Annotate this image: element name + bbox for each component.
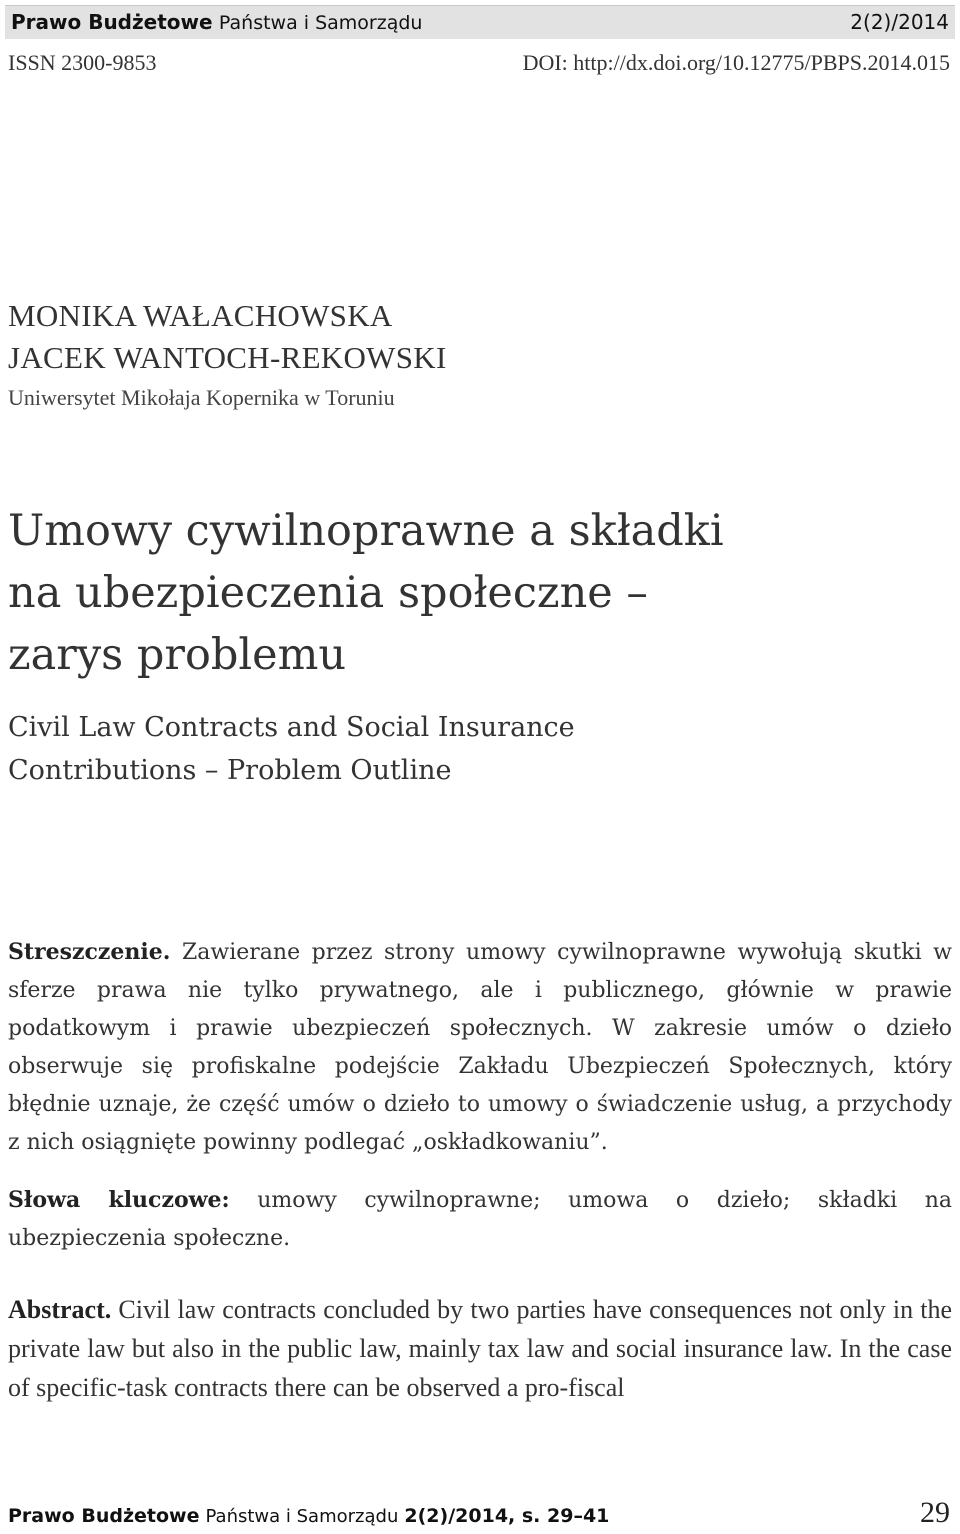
abstract-english (8, 1290, 952, 1407)
doi-link[interactable]: DOI: http://dx.doi.org/10.12775/PBPS.2014.015 (522, 50, 950, 75)
authors-block (8, 295, 447, 417)
issn: ISSN 2300-9853 (8, 50, 157, 75)
article-title-polish (8, 500, 948, 686)
title-line: zarys problemu (8, 630, 347, 680)
issue-number: 2(2)/2014 (850, 10, 949, 34)
author-name: MONIKA WAŁACHOWSKA (8, 298, 393, 333)
article-title-english (8, 706, 948, 792)
title-line: Contributions – Problem Outline (8, 755, 452, 786)
abstract-label: Streszczenie. (8, 939, 171, 965)
journal-name-rest: Państwa i Samorządu (218, 12, 423, 34)
page-number: 29 (920, 1496, 950, 1529)
title-line: Umowy cywilnoprawne a składki (8, 506, 724, 556)
abstract-text: Zawierane przez strony umowy cywilnoprawne wywołują skutki w sferze prawa nie tylko prywatnego, ale i publicznego, głównie w prawie podatkowym i prawie ubezpieczeń społecznych. W zakresie umów o dzieło obserwuje się profiskalne podejście Zakładu Ubezpieczeń Społecznych, który błędnie uznaje, że część umów o dzieło to umowy o świadczenie usług, a przychody z nich osiągnięte powinny podlegać „oskładkowaniu”. (8, 940, 952, 1155)
keywords-text: umowy cywilnoprawne; umowa o dzieło; składki na ubezpieczenia społeczne. (8, 1188, 952, 1251)
keywords-label: Słowa kluczowe: (8, 1187, 230, 1213)
footer-citation: 2(2)/2014, s. 29–41 (404, 1505, 610, 1527)
page-footer (8, 1505, 609, 1527)
abstract-polish (8, 933, 952, 1162)
journal-header-bar (5, 5, 955, 39)
affiliation: Uniwersytet Mikołaja Kopernika w Toruniu (8, 385, 395, 410)
journal-name-bold: Prawo Budżetowe (11, 10, 213, 34)
footer-journal-bold: Prawo Budżetowe (8, 1505, 200, 1527)
author-name: JACEK WANTOCH-REKOWSKI (8, 340, 447, 375)
abstract-label: Abstract. (8, 1295, 112, 1324)
abstract-text: Civil law contracts concluded by two parties have consequences not only in the private law but also in the public law, mainly tax law and social insurance law. In the case of specific-task contracts there can be observed a pro-fiscal (8, 1295, 953, 1402)
journal-title (11, 10, 422, 34)
title-line: Civil Law Contracts and Social Insurance (8, 712, 575, 743)
title-line: na ubezpieczenia społeczne – (8, 568, 648, 618)
keywords (8, 1181, 952, 1258)
footer-journal-rest: Państwa i Samorządu (205, 1506, 399, 1527)
